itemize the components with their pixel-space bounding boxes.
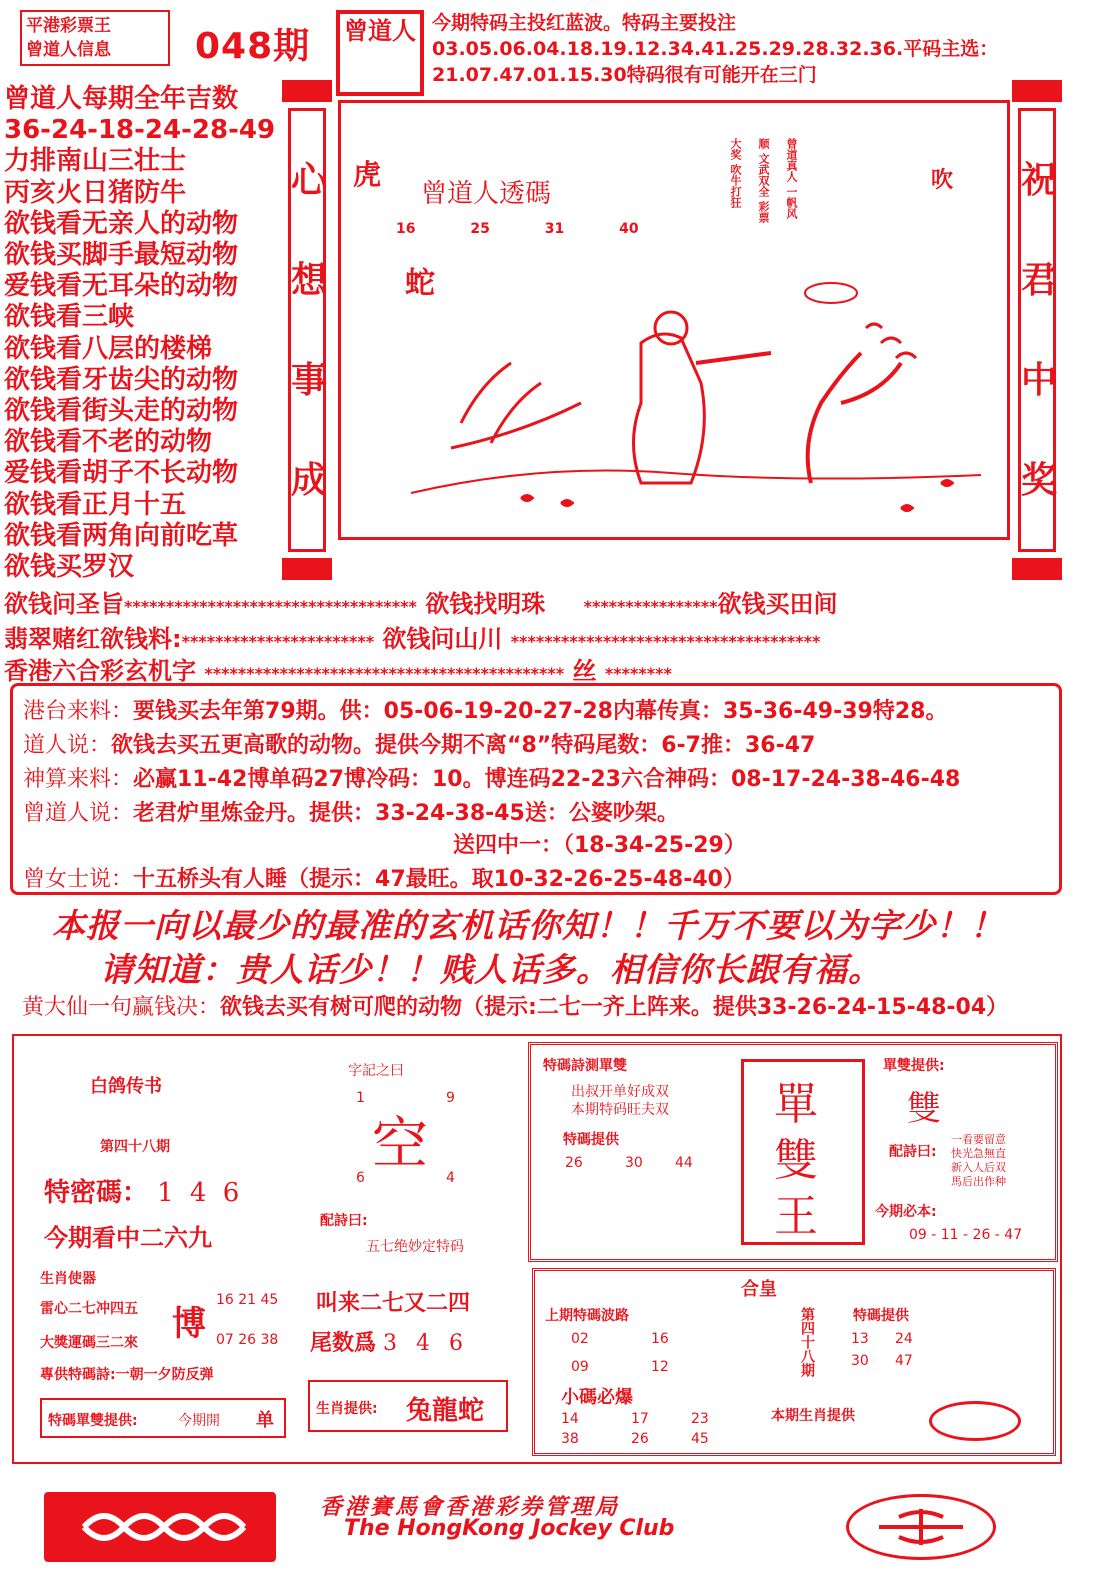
footer-cn: 香港賽馬會香港彩券管理局 [320, 1494, 621, 1520]
char-num: 6 [356, 1170, 365, 1186]
info-value: 老君炉里炼金丹。提供：33-24-38-45送：公婆吵架。 [133, 801, 679, 826]
dove-bo: 博 [172, 1304, 206, 1344]
scroll-char: 想 [291, 260, 328, 301]
poem-line: 一看要留意 [951, 1133, 1006, 1146]
code-value: 1 4 6 [157, 1178, 244, 1208]
tree-leaves [866, 324, 916, 358]
header-logo [20, 10, 170, 66]
poem-col: 吹牛打狂 [729, 163, 742, 208]
char-call: 叫来二七又二四 [316, 1291, 471, 1316]
painting-number: 25 [470, 221, 490, 237]
info-label: 曾女士说： [23, 867, 134, 892]
painting-number: 31 [544, 221, 565, 237]
logo-line1: 平港彩票王 [26, 16, 111, 36]
hh-issue: 第四十八期 [799, 1307, 815, 1377]
hh-snum: 14 [561, 1411, 579, 1427]
scroll-char: 君 [1021, 260, 1058, 301]
odd-num: 26 [565, 1155, 583, 1171]
tail-label: 尾数爲 [310, 1331, 377, 1356]
odd-big-box [741, 1059, 865, 1245]
left-line: 欲钱看不老的动物 [4, 427, 213, 458]
hh-num: 09 [571, 1359, 589, 1375]
footer-logo [44, 1492, 276, 1562]
left-column [4, 84, 289, 583]
hh-seal-icon [929, 1401, 1021, 1441]
figure-head [655, 312, 687, 344]
flower-marks [521, 480, 953, 511]
info-label: 神算来料： [23, 767, 134, 792]
dove-issue: 第四十八期 [100, 1139, 170, 1155]
hh-snum: 38 [561, 1431, 579, 1447]
line1-stars: *********************************** [124, 597, 417, 616]
info-box [10, 683, 1062, 895]
painting-panel [338, 100, 1010, 540]
dove-row: 專供特碼詩:一朝一夕防反弹 [40, 1367, 214, 1383]
dove-bottom-val: 单 [256, 1410, 274, 1431]
right-scroll [1012, 80, 1062, 580]
snake-char: 蛇 [405, 266, 435, 301]
info-label: 港台来料： [23, 699, 134, 724]
poem-col: 曾道真人 [785, 138, 798, 182]
tree-branch [808, 353, 901, 483]
line2-a: 翡翠赌红欲钱料: [4, 625, 182, 653]
left-line: 欲钱买脚手最短动物 [4, 240, 239, 271]
odd-num: 44 [675, 1155, 693, 1171]
hh-last-label: 上期特碼波路 [545, 1308, 629, 1324]
slogan-line-1: 本报一向以最少的最准的玄机话你知！！千万不要以为字少！！ [52, 906, 1004, 945]
star-line-3 [4, 651, 672, 686]
dove-row: 雷心二七冲四五 [40, 1301, 138, 1317]
left-line: 欲钱看正月十五 [4, 489, 187, 520]
line1-c: 欲钱买田间 [717, 590, 838, 618]
line2-b: 欲钱问山川 [382, 625, 503, 653]
scroll-rod [1012, 80, 1062, 102]
scroll-char: 祝 [1021, 160, 1058, 201]
poem-line: 快光急無直 [951, 1147, 1006, 1160]
tail-value: 3 4 6 [383, 1331, 469, 1356]
odd-big: 雙 [774, 1135, 818, 1186]
char-big: 空 [372, 1112, 428, 1177]
zodiac-label: 生肖提供: [316, 1401, 378, 1417]
scroll-rod [1012, 558, 1062, 580]
line2-stars: *********************** [181, 632, 375, 651]
dove-num: 16 21 45 [216, 1292, 279, 1308]
dove-title: 白鸽传书 [90, 1076, 162, 1097]
logo-line2: 曾道人信息 [26, 40, 111, 60]
line1-stars2: **************** [583, 597, 718, 616]
info-value: 必赢11-42博单码27博冷码：10。博连码22-23六合神码：08-17-24-38-46-48 [133, 767, 961, 792]
char-num: 1 [356, 1090, 365, 1106]
char-poem: 五七绝妙定特码 [366, 1239, 464, 1255]
left-line: 欲钱看八层的楼梯 [4, 333, 213, 364]
tiger-char: 虎 [353, 158, 382, 191]
hh-rnum: 13 [851, 1331, 869, 1347]
code-label: 特密碼： [44, 1178, 149, 1208]
line1-a: 欲钱问圣旨 [4, 590, 124, 618]
scroll-char: 中 [1021, 360, 1058, 401]
info-row [23, 796, 679, 827]
odd-right-poem-label: 配詩曰: [889, 1144, 937, 1160]
line1-b: 欲钱找明珠 [425, 590, 546, 618]
hh-special: 特碼提供 [853, 1308, 909, 1324]
scroll-rod [282, 558, 332, 580]
odd-right-title: 單雙提供: [883, 1058, 945, 1074]
hh-zodiac: 本期生肖提供 [771, 1408, 855, 1424]
char-num: 4 [446, 1170, 455, 1186]
hh-num: 16 [651, 1331, 669, 1347]
line3-b: 丝 [572, 657, 597, 685]
hh-title: 合皇 [741, 1279, 777, 1300]
char-title: 字記之曰 [348, 1063, 404, 1079]
panel-white-dove [30, 1042, 290, 1452]
issue-number: 048期 [195, 26, 311, 67]
hh-rnum: 30 [851, 1353, 869, 1369]
info-row [453, 828, 746, 859]
hh-rnum: 24 [895, 1331, 913, 1347]
info-row [23, 862, 745, 893]
char-zodiac-box [308, 1380, 508, 1432]
seal-stamp [336, 10, 424, 96]
panel-odd-even [528, 1042, 1058, 1262]
hh-snum: 23 [691, 1411, 709, 1427]
info-row [23, 762, 960, 793]
poem-line: 馬后出作种 [951, 1175, 1006, 1188]
poem-line: 新入人后双 [951, 1161, 1006, 1174]
dove-code [44, 1172, 243, 1209]
panel-character [300, 1042, 518, 1452]
scroll-body [288, 108, 326, 552]
odd-right-poem [951, 1133, 1006, 1189]
hh-snum: 26 [631, 1431, 649, 1447]
line2-stars2: ************************************* [510, 632, 821, 651]
dove-num: 07 26 38 [216, 1332, 279, 1348]
grass-shape [451, 363, 581, 448]
info-value: 欲钱去买五更高歌的动物。提供今期不离“8”特码尾数：6-7推：36-47 [111, 733, 816, 758]
cloud-icon [44, 1492, 276, 1562]
painting-number: 40 [619, 221, 639, 237]
poem-col: 一帆风顺 [757, 138, 798, 219]
odd-big: 單 [774, 1079, 818, 1130]
odd-poem: 出叔开单好成双 [571, 1084, 669, 1100]
left-line: 36-24-18-24-28-49 [4, 115, 276, 146]
info-value: 十五桥头有人睡（提示：47最旺。取10-32-26-25-48-40） [133, 867, 745, 892]
info-row [23, 694, 947, 725]
left-line: 欲钱看无亲人的动物 [4, 208, 239, 239]
huang-value: 欲钱去买有树可爬的动物（提示:二七一齐上阵来。提供33-26-24-15-48-04） [220, 995, 1009, 1020]
painting-title: 曾道人透碼 [421, 179, 552, 209]
flute-shape [696, 353, 771, 363]
left-scroll [282, 80, 332, 580]
footer-emblem-icon [846, 1494, 996, 1560]
scroll-rod [282, 80, 332, 102]
info-row [23, 728, 815, 759]
dove-bottom-box [40, 1398, 286, 1438]
hh-snum: 17 [631, 1411, 649, 1427]
scroll-char: 事 [291, 360, 328, 401]
star-line-2 [4, 619, 820, 654]
seal-text: 曾道人 [344, 17, 416, 45]
huang-label: 黄大仙一句赢钱决： [22, 995, 221, 1020]
info-label: 道人说： [23, 733, 112, 758]
panel-he-huang [532, 1268, 1056, 1456]
dove-today: 今期看中二六九 [44, 1223, 212, 1252]
hh-num: 02 [571, 1331, 589, 1347]
header-tip: 今期特码主投红蓝波。特码主要投注03.05.06.04.18.19.12.34.41.25.29.28.32.36.平码主选：21.07.47.01.15.30特码很有可能开在三门 [432, 12, 999, 86]
info-value: 要钱买去年第79期。供：05-06-19-20-27-28内幕传真：35-36-49-39特28。 [133, 699, 948, 724]
footer-en: The HongKong Jockey Club [344, 1516, 675, 1541]
left-line: 曾道人每期全年吉数 [4, 84, 239, 114]
scroll-body [1018, 108, 1056, 552]
dove-bottom-label: 特碼單雙提供: [48, 1413, 138, 1429]
left-line: 爱钱看胡子不长动物 [4, 458, 239, 489]
dove-row: 生肖使器 [40, 1271, 96, 1287]
emblem-icon [849, 1497, 993, 1557]
left-line: 欲钱买罗汉 [4, 552, 135, 583]
left-line: 欲钱看街头走的动物 [4, 396, 239, 427]
odd-right-big: 雙 [907, 1089, 941, 1129]
scroll-char: 成 [291, 460, 328, 501]
char-num: 9 [446, 1090, 455, 1106]
odd-big: 王 [774, 1191, 818, 1242]
dove-row: 大獎運碼三二來 [40, 1335, 138, 1351]
scroll-char: 奖 [1021, 460, 1058, 501]
odd-num: 30 [625, 1155, 643, 1171]
odd-right-must: 今期必本: [875, 1204, 937, 1220]
hh-rnum: 47 [895, 1353, 913, 1369]
figure-robe [634, 334, 705, 483]
star-line-1 [4, 584, 837, 619]
blow-char: 吹 [931, 168, 954, 193]
scroll-char: 心 [291, 160, 328, 201]
left-line: 欲钱看两角向前吃草 [4, 520, 239, 551]
hh-small: 小碼必爆 [561, 1387, 633, 1408]
left-line: 欲钱看牙齿尖的动物 [4, 364, 239, 395]
painting-number: 16 [396, 221, 416, 237]
ground-line [411, 471, 981, 494]
char-poem-label: 配詩曰: [320, 1213, 368, 1229]
odd-poem: 本期特码旺夫双 [571, 1102, 669, 1118]
hh-num: 12 [651, 1359, 669, 1375]
poem-col: 文武双全 [757, 152, 770, 197]
line3-stars: ******************************************* [204, 664, 565, 683]
odd-title: 特碼詩測單雙 [543, 1058, 627, 1074]
huang-line [22, 990, 1008, 1021]
left-line: 丙亥火日猪防牛 [4, 177, 187, 208]
line3-a: 香港六合彩玄机字 [4, 657, 196, 685]
slogan-line-2: 请知道：贵人话少！！贱人话多。相信你长跟有福。 [100, 950, 882, 989]
odd-right-nums: 09 - 11 - 26 - 47 [909, 1227, 1023, 1243]
painting-illustration [341, 103, 1007, 537]
left-line: 爱钱看无耳朵的动物 [4, 271, 239, 302]
odd-supply: 特碼提供 [563, 1132, 619, 1148]
dove-bottom-mid: 今期開 [178, 1413, 220, 1429]
left-line: 欲钱看三峡 [4, 302, 135, 333]
zodiac-value: 兔龍蛇 [406, 1396, 485, 1426]
info-label: 曾道人说： [23, 801, 134, 826]
left-line: 力排南山三壮士 [4, 146, 187, 177]
poem-col: 彩票大奖 [729, 138, 770, 223]
info-value: 送四中一：（18-34-25-29） [453, 833, 746, 858]
char-tail [310, 1326, 469, 1357]
line3-stars2: ******** [604, 664, 672, 683]
hh-snum: 45 [691, 1431, 709, 1447]
moon-shape [805, 283, 857, 303]
